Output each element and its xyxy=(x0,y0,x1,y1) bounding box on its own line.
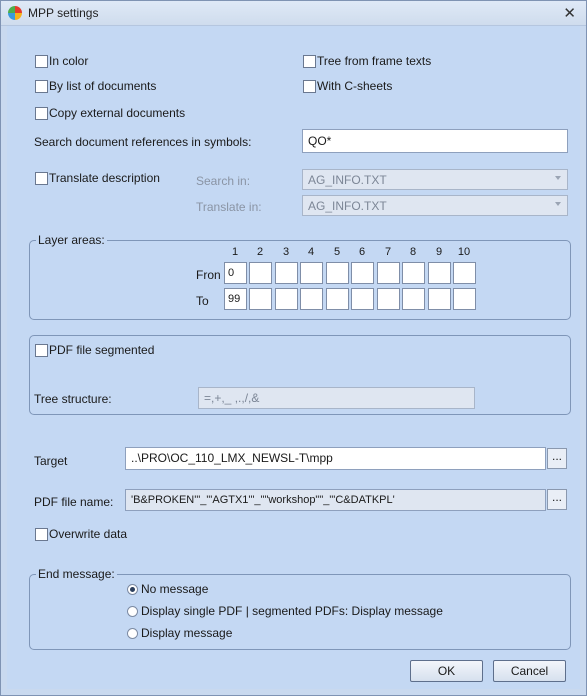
to-cell[interactable] xyxy=(402,288,425,310)
column-header: 1 xyxy=(231,246,239,258)
with-c-sheets-checkbox[interactable] xyxy=(303,80,316,93)
with-c-sheets-label: With C-sheets xyxy=(317,79,393,93)
close-icon[interactable]: ✕ xyxy=(563,5,576,22)
search-references-label: Search document references in symbols: xyxy=(34,135,252,149)
from-cell[interactable] xyxy=(300,262,323,284)
layer-areas-group xyxy=(29,233,571,320)
column-header: 2 xyxy=(256,246,264,258)
to-cell[interactable] xyxy=(351,288,374,310)
target-browse-button[interactable]: ... xyxy=(547,448,567,469)
display-message-radio[interactable] xyxy=(127,628,138,639)
translate-in-label: Translate in: xyxy=(196,200,262,214)
pdf-name-browse-button[interactable]: ... xyxy=(547,489,567,510)
end-message-title: End message: xyxy=(38,567,115,581)
no-message-radio[interactable] xyxy=(127,584,138,595)
search-in-label: Search in: xyxy=(196,174,251,188)
layer-areas-title: Layer areas: xyxy=(38,233,105,247)
from-cell[interactable] xyxy=(275,262,298,284)
no-message-label: No message xyxy=(141,582,209,596)
column-header: 10 xyxy=(457,246,471,258)
from-cell[interactable] xyxy=(249,262,272,284)
to-cell[interactable] xyxy=(275,288,298,310)
to-cell[interactable] xyxy=(377,288,400,310)
pdf-segmented-group xyxy=(29,335,571,415)
app-logo-icon xyxy=(8,6,22,20)
from-cell[interactable] xyxy=(326,262,349,284)
pdf-file-segmented-checkbox[interactable] xyxy=(35,344,48,357)
display-single-pdf-radio[interactable] xyxy=(127,606,138,617)
pdf-file-segmented-label: PDF file segmented xyxy=(49,343,155,357)
from-cell[interactable] xyxy=(377,262,400,284)
translate-in-value: AG_INFO.TXT xyxy=(308,199,387,213)
column-header: 3 xyxy=(282,246,290,258)
search-references-input[interactable]: QO* xyxy=(302,129,568,153)
from-cell[interactable] xyxy=(453,262,476,284)
copy-external-documents-checkbox[interactable] xyxy=(35,107,48,120)
tree-from-frame-texts-checkbox[interactable] xyxy=(303,55,316,68)
from-cell[interactable] xyxy=(402,262,425,284)
to-cell[interactable] xyxy=(300,288,323,310)
search-in-combo[interactable] xyxy=(302,169,568,190)
from-cell[interactable]: 0 xyxy=(224,262,247,284)
display-single-pdf-label: Display single PDF | segmented PDFs: Display message xyxy=(141,604,443,618)
to-cell[interactable] xyxy=(249,288,272,310)
column-header: 4 xyxy=(307,246,315,258)
chevron-down-icon xyxy=(555,176,561,180)
from-cell[interactable] xyxy=(351,262,374,284)
to-cell[interactable] xyxy=(453,288,476,310)
from-row-label: Fron xyxy=(196,268,221,282)
column-header: 8 xyxy=(409,246,417,258)
in-color-checkbox[interactable] xyxy=(35,55,48,68)
search-in-value: AG_INFO.TXT xyxy=(308,173,387,187)
translate-in-combo[interactable] xyxy=(302,195,568,216)
from-cell[interactable] xyxy=(428,262,451,284)
column-header: 5 xyxy=(333,246,341,258)
by-list-of-documents-label: By list of documents xyxy=(49,79,157,93)
display-message-label: Display message xyxy=(141,626,233,640)
overwrite-data-label: Overwrite data xyxy=(49,527,128,541)
chevron-down-icon xyxy=(555,202,561,206)
column-header: 9 xyxy=(435,246,443,258)
to-cell[interactable] xyxy=(326,288,349,310)
target-label: Target xyxy=(34,454,68,468)
by-list-of-documents-checkbox[interactable] xyxy=(35,80,48,93)
to-cell[interactable]: 99 xyxy=(224,288,247,310)
ok-button[interactable]: OK xyxy=(410,660,483,682)
tree-from-frame-texts-label: Tree from frame texts xyxy=(317,54,432,68)
target-input[interactable]: ..\PRO\OC_110_LMX_NEWSL-T\mpp xyxy=(125,447,546,470)
cancel-button[interactable]: Cancel xyxy=(493,660,566,682)
title-bar xyxy=(1,1,586,26)
window-title: MPP settings xyxy=(28,6,99,20)
dialog-content xyxy=(7,26,580,689)
column-header: 7 xyxy=(384,246,392,258)
to-row-label: To xyxy=(196,294,209,308)
pdf-file-name-label: PDF file name: xyxy=(34,495,114,509)
in-color-label: In color xyxy=(49,54,89,68)
copy-external-documents-label: Copy external documents xyxy=(49,106,186,120)
tree-structure-input[interactable]: =,+,_ ,.,/,& xyxy=(198,387,475,409)
tree-structure-label: Tree structure: xyxy=(34,392,112,406)
to-cell[interactable] xyxy=(428,288,451,310)
overwrite-data-checkbox[interactable] xyxy=(35,528,48,541)
end-message-group xyxy=(29,567,571,650)
column-header: 6 xyxy=(358,246,366,258)
translate-description-label: Translate description xyxy=(49,171,160,185)
pdf-file-name-input[interactable]: 'B&PROKEN'"_"'AGTX1'"_""workshop""_"'C&DATKPL' xyxy=(125,489,546,511)
translate-description-checkbox[interactable] xyxy=(35,172,48,185)
